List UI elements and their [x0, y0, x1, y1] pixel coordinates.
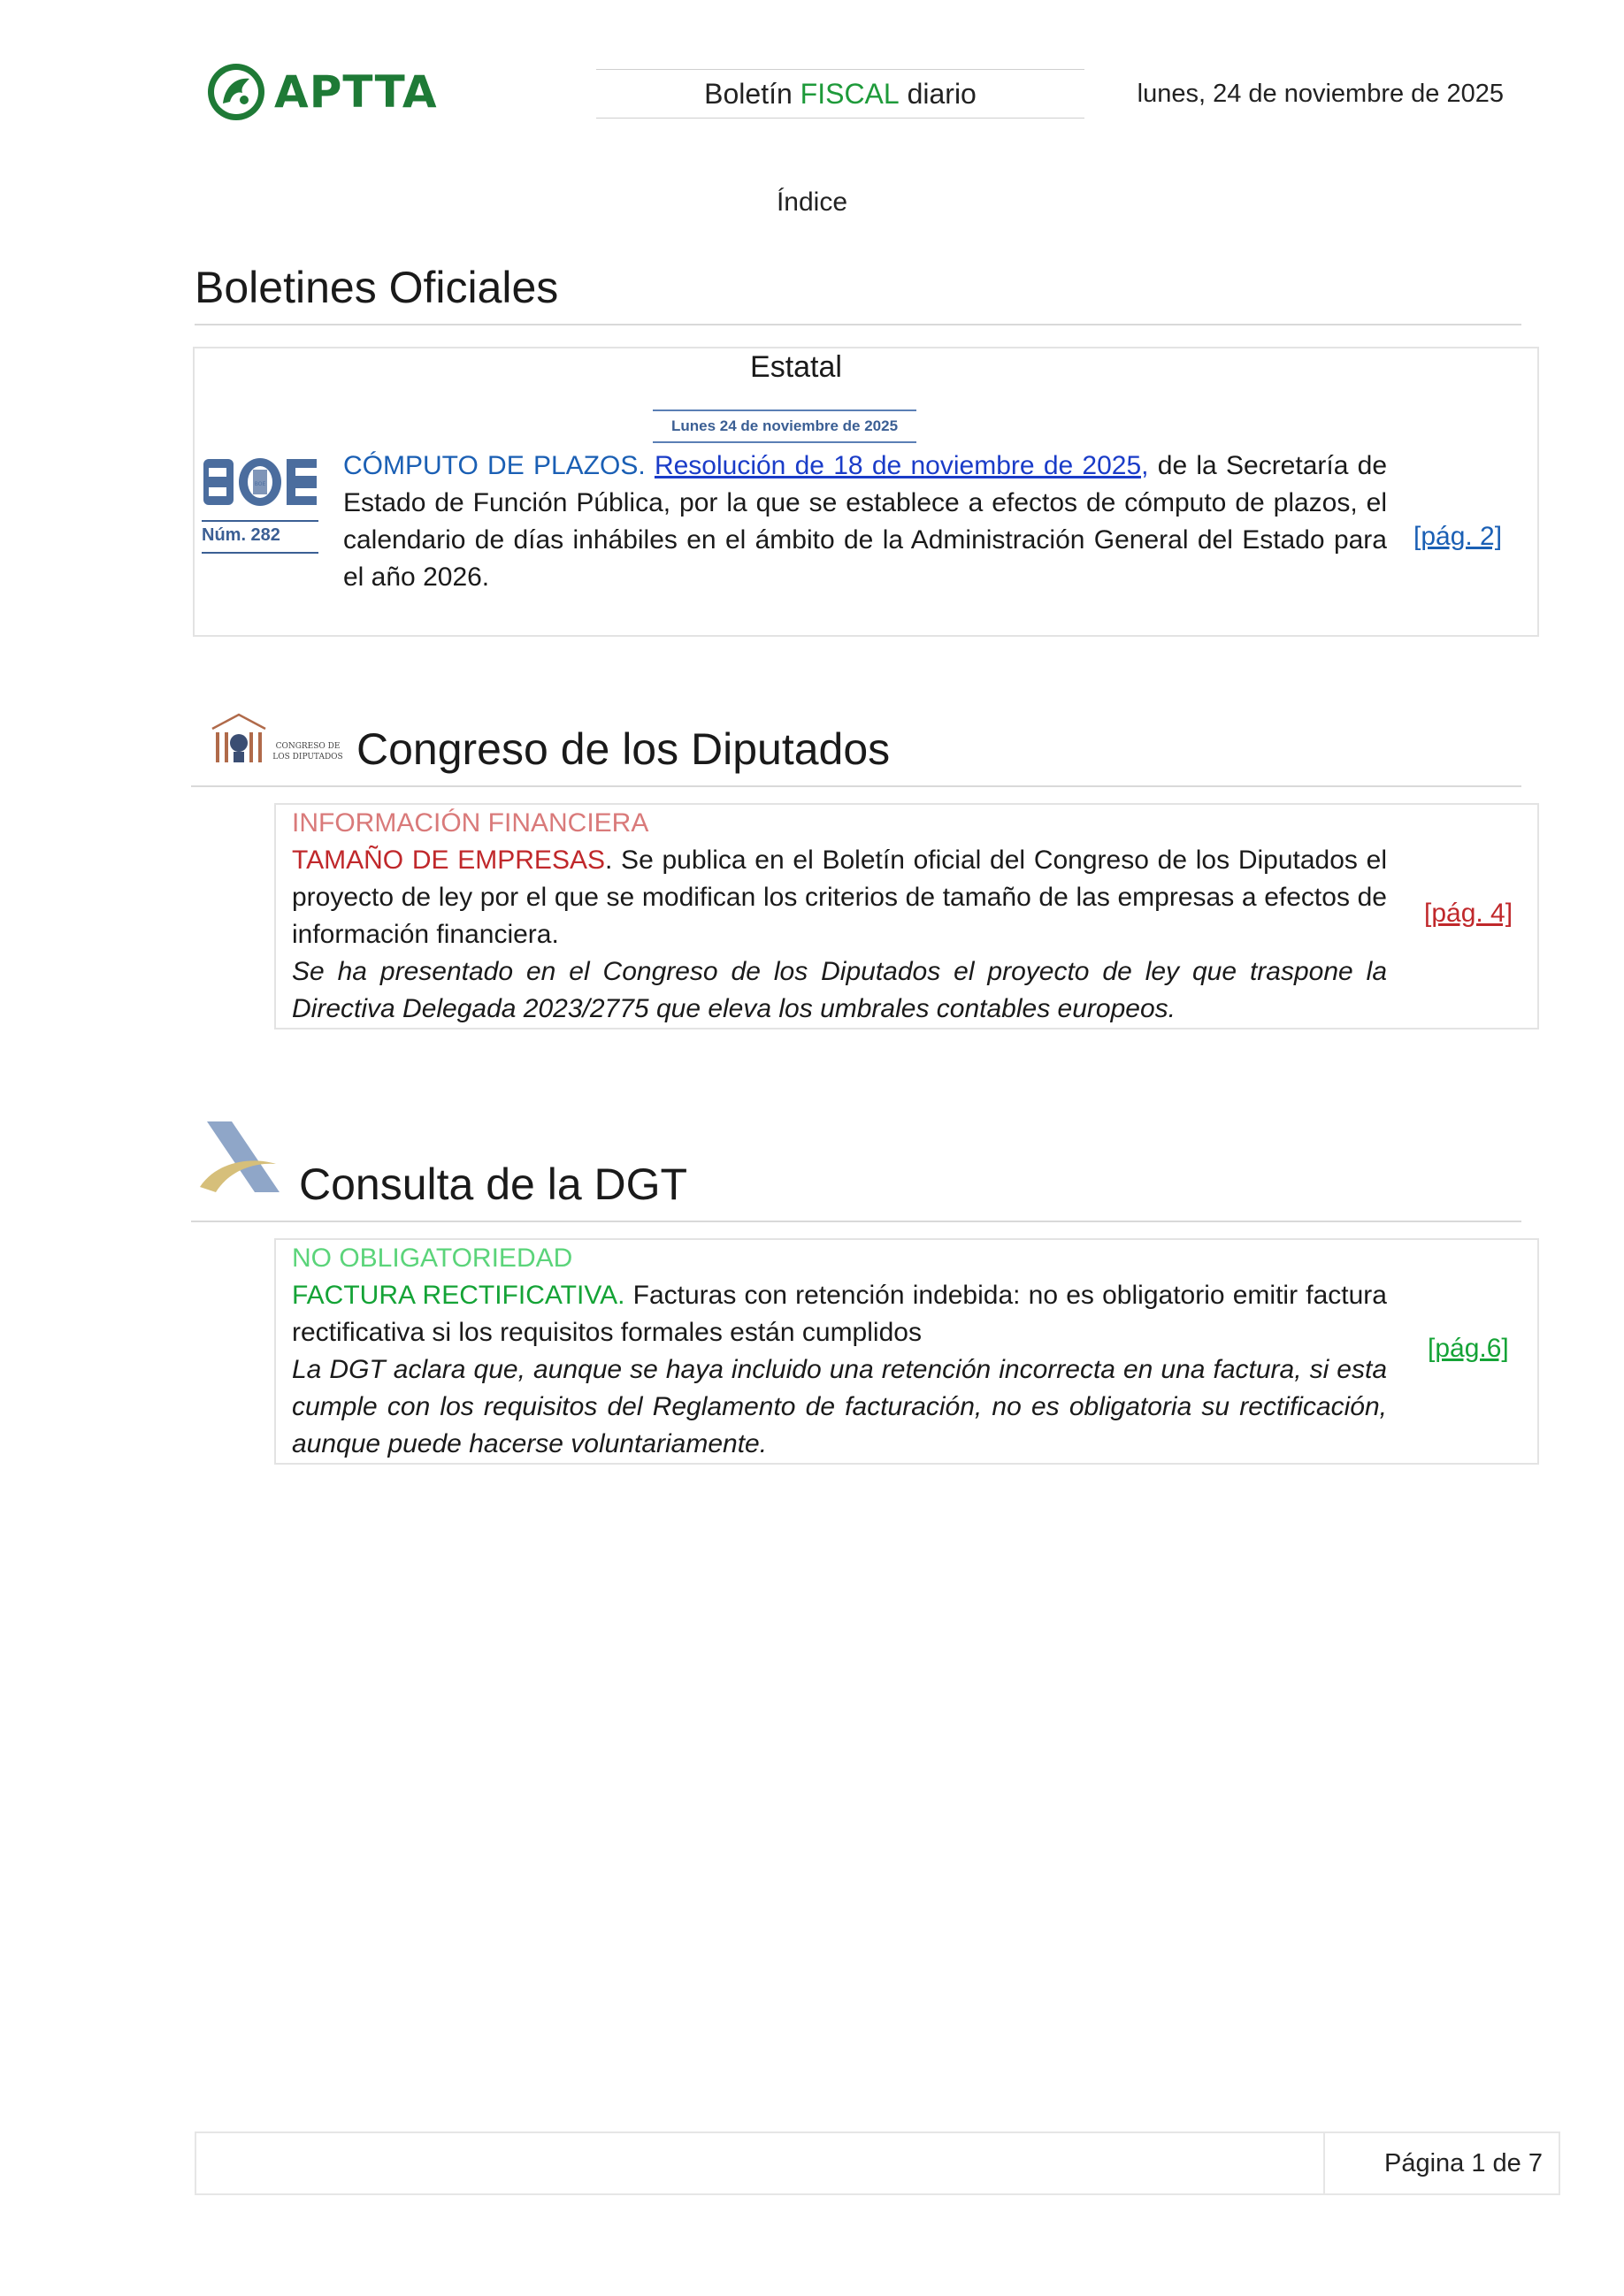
congreso-entry-summary: Se ha presentado en el Congreso de los Diputados el proyecto de ley que traspone la Directiva Delegada 2023/2775 que eleva los umbrales contables europeos. [292, 957, 1387, 1023]
bulletin-title-pre: Boletín [704, 77, 801, 110]
dgt-logo-icon [195, 1116, 287, 1201]
svg-text:CONGRESO DE: CONGRESO DE [275, 742, 341, 751]
section-title-boletines: Boletines Oficiales [195, 263, 559, 312]
congreso-logo-icon [203, 709, 349, 768]
subheading-estatal: Estatal [750, 350, 842, 384]
congreso-entry [292, 805, 1387, 1028]
index-heading: Índice [776, 188, 848, 217]
aptta-logo-text: APTTA [274, 66, 438, 118]
page-ref-link-2[interactable]: [pág. 2] [1413, 522, 1503, 551]
section-title-congreso: Congreso de los Diputados [356, 724, 891, 774]
congreso-category: INFORMACIÓN FINANCIERA [292, 808, 649, 838]
dgt-category: NO OBLIGATORIEDAD [292, 1244, 573, 1273]
boe-logo-icon [202, 455, 318, 509]
section-rule [191, 785, 1521, 787]
boe-number: Núm. 282 [202, 525, 280, 545]
dgt-entry-summary: La DGT aclara que, aunque se haya incluido una retención incorrecta en una factura, si esta cumple con los requisitos del Reglamento de facturación, no es obligatoria su rectificación, aunque puede hacerse voluntariamente. [292, 1355, 1387, 1458]
boe-entry [343, 448, 1387, 596]
page-ref-link-6[interactable]: [pág.6] [1428, 1334, 1509, 1363]
congreso-entry-body: . Se publica en el Boletín oficial del Congreso de los Diputados el proyecto de ley por el que se modifican los criterios de tamaño de las empresas a efectos de información financiera. [292, 846, 1388, 949]
bulletin-title-fiscal: FISCAL [800, 77, 900, 110]
page-number: Página 1 de 7 [1384, 2149, 1543, 2177]
bulletin-title-post: diario [899, 77, 977, 110]
svg-text:LOS DIPUTADOS: LOS DIPUTADOS [272, 753, 343, 762]
dgt-entry [292, 1240, 1387, 1463]
boe-num-rule [202, 520, 318, 522]
section-rule [191, 1221, 1521, 1222]
resolution-link[interactable]: Resolución de 18 de noviembre de 2025, [654, 451, 1149, 480]
aptta-logo [205, 58, 462, 126]
footer-divider [1323, 2131, 1325, 2195]
boe-date-bar: Lunes 24 de noviembre de 2025 [653, 409, 916, 443]
aptta-emblem-icon [205, 61, 267, 123]
boe-entry-title: CÓMPUTO DE PLAZOS. [343, 451, 646, 480]
header-date: lunes, 24 de noviembre de 2025 [1137, 80, 1504, 108]
page-ref-link-4[interactable]: [pág. 4] [1424, 899, 1513, 928]
congreso-entry-title: TAMAÑO DE EMPRESAS [292, 846, 605, 875]
section-rule [195, 324, 1521, 325]
section-title-dgt: Consulta de la DGT [299, 1159, 688, 1209]
svg-text:BOE: BOE [254, 481, 266, 487]
boe-num-rule [202, 552, 318, 554]
dgt-entry-title: FACTURA RECTIFICATIVA. [292, 1281, 625, 1310]
dgt-entry-body: Facturas con retención indebida: no es obligatorio emitir factura rectificativa si los requisitos formales están cumplidos [292, 1281, 1387, 1347]
boe-entry-body: de la Secretaría de Estado de Función Pública, por la que se establece a efectos de cómputo de plazos, el calendario de días inhábiles en el ámbito de la Administración General del Estado para el año 2026. [343, 451, 1388, 592]
bulletin-title [596, 69, 1084, 119]
